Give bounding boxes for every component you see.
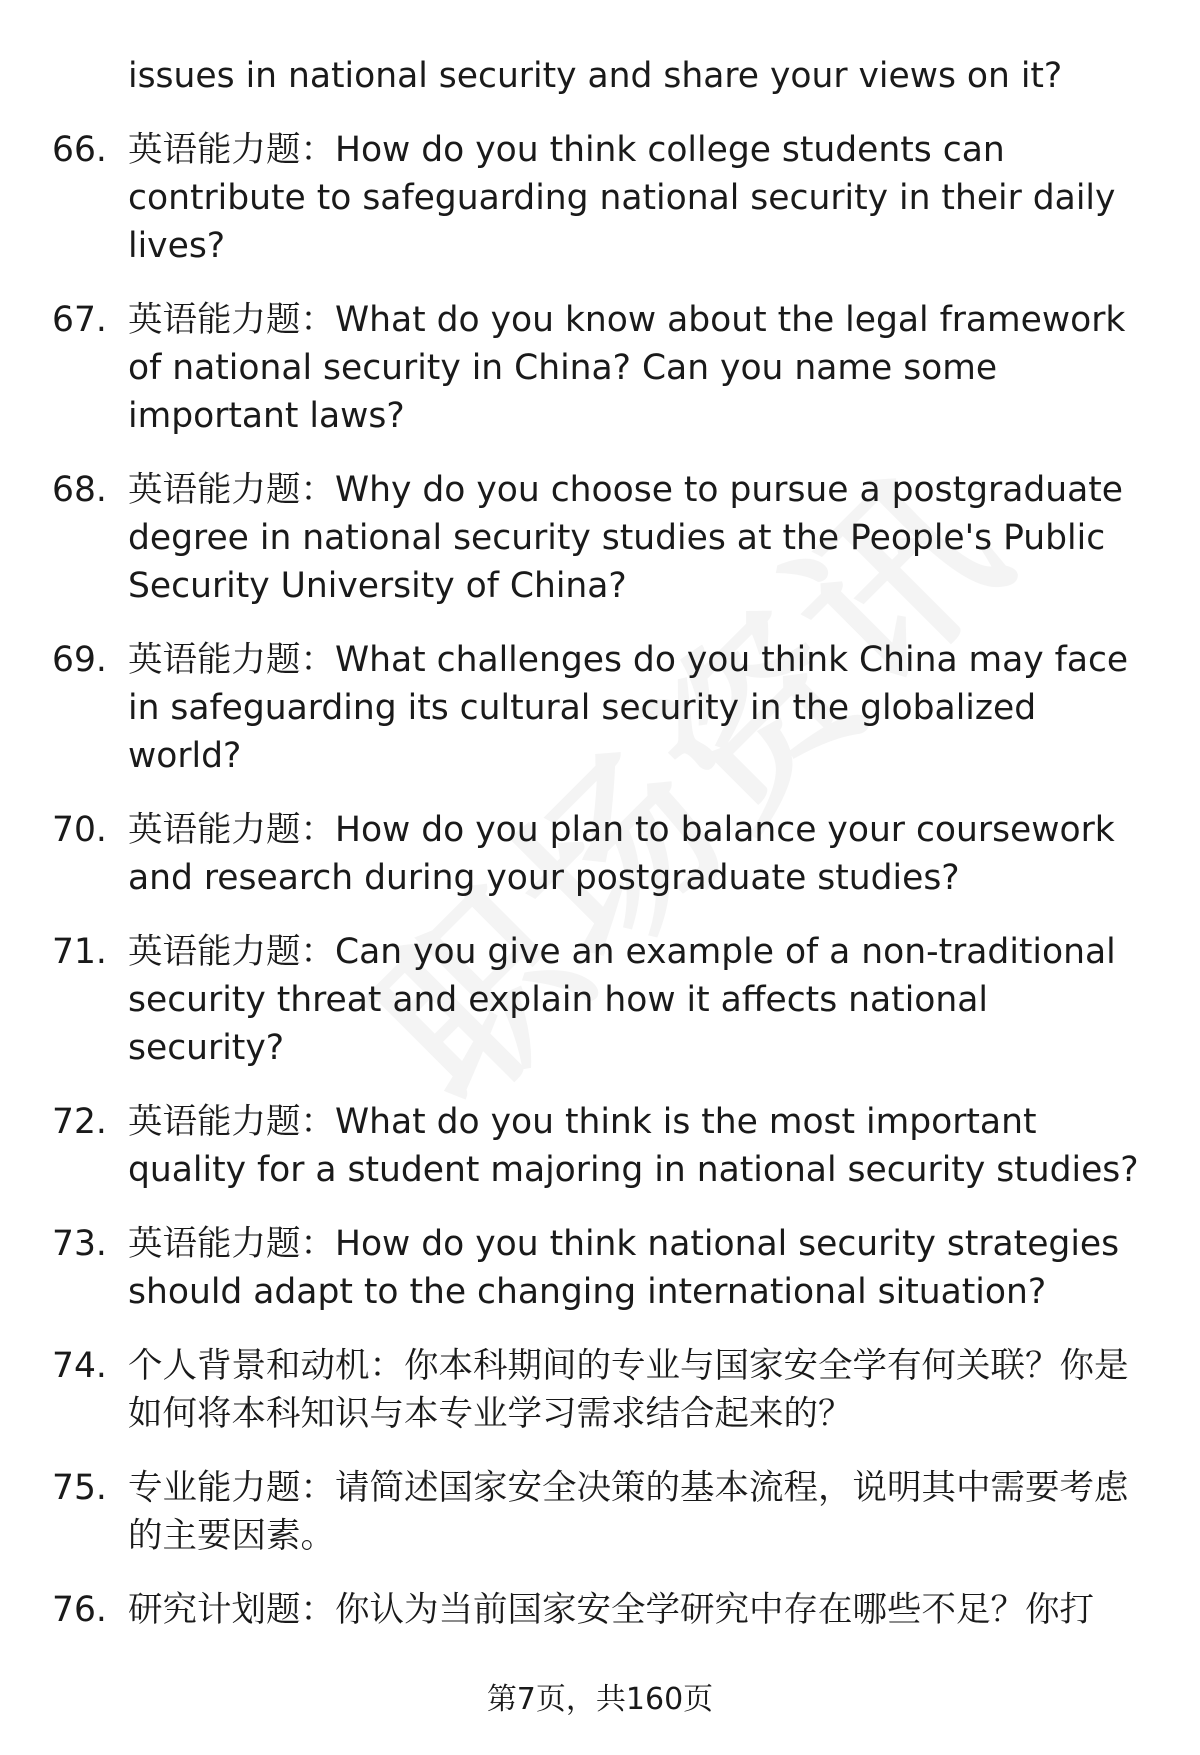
question-text: 英语能力题：How do you plan to balance your coursework and research during your postgraduate studies? [128, 810, 1115, 898]
question-number: 69. [52, 640, 107, 680]
question-item [52, 1098, 1152, 1194]
question-list [52, 52, 1152, 1660]
question-item [52, 1342, 1152, 1438]
question-item [52, 126, 1152, 270]
question-item [52, 928, 1152, 1072]
question-item [52, 636, 1152, 780]
question-item [52, 296, 1152, 440]
question-item [52, 466, 1152, 610]
question-item [52, 806, 1152, 902]
question-number: 71. [52, 932, 107, 972]
page-footer: 第7页，共160页 [486, 1682, 714, 1717]
question-text: 英语能力题：How do you think national security strategies should adapt to the changing international situation? [128, 1224, 1120, 1312]
question-number: 73. [52, 1224, 107, 1264]
question-text: 个人背景和动机：你本科期间的专业与国家安全学有何关联？你是如何将本科知识与本专业学习需求结合起来的？ [128, 1346, 1129, 1434]
question-text: 英语能力题：What do you think is the most important quality for a student majoring in national security studies? [128, 1102, 1139, 1190]
question-number: 74. [52, 1346, 107, 1386]
question-item [52, 1220, 1152, 1316]
question-number: 72. [52, 1102, 107, 1142]
question-number: 76. [52, 1590, 107, 1630]
question-number: 70. [52, 810, 107, 850]
question-text: 英语能力题：Why do you choose to pursue a postgraduate degree in national security studies at the People's Public Security University of China? [128, 470, 1123, 606]
question-text: 专业能力题：请简述国家安全决策的基本流程，说明其中需要考虑的主要因素。 [128, 1468, 1129, 1556]
question-text: 英语能力题：What challenges do you think China may face in safeguarding its cultural security in the globalized world? [128, 640, 1129, 776]
question-number: 66. [52, 130, 107, 170]
question-text: 英语能力题：What do you know about the legal framework of national security in China? Can you name some important laws? [128, 300, 1126, 436]
question-text: 研究计划题：你认为当前国家安全学研究中存在哪些不足？你打 [128, 1590, 1094, 1630]
continuation-text: issues in national security and share your views on it? [128, 56, 1063, 96]
question-item [52, 1464, 1152, 1560]
question-text: 英语能力题：How do you think college students can contribute to safeguarding national security in their daily lives? [128, 130, 1116, 266]
question-text: 英语能力题：Can you give an example of a non-traditional security threat and explain how it affects national security? [128, 932, 1116, 1068]
question-number: 75. [52, 1468, 107, 1508]
question-item [52, 1586, 1152, 1634]
question-number: 68. [52, 470, 107, 510]
question-number: 67. [52, 300, 107, 340]
